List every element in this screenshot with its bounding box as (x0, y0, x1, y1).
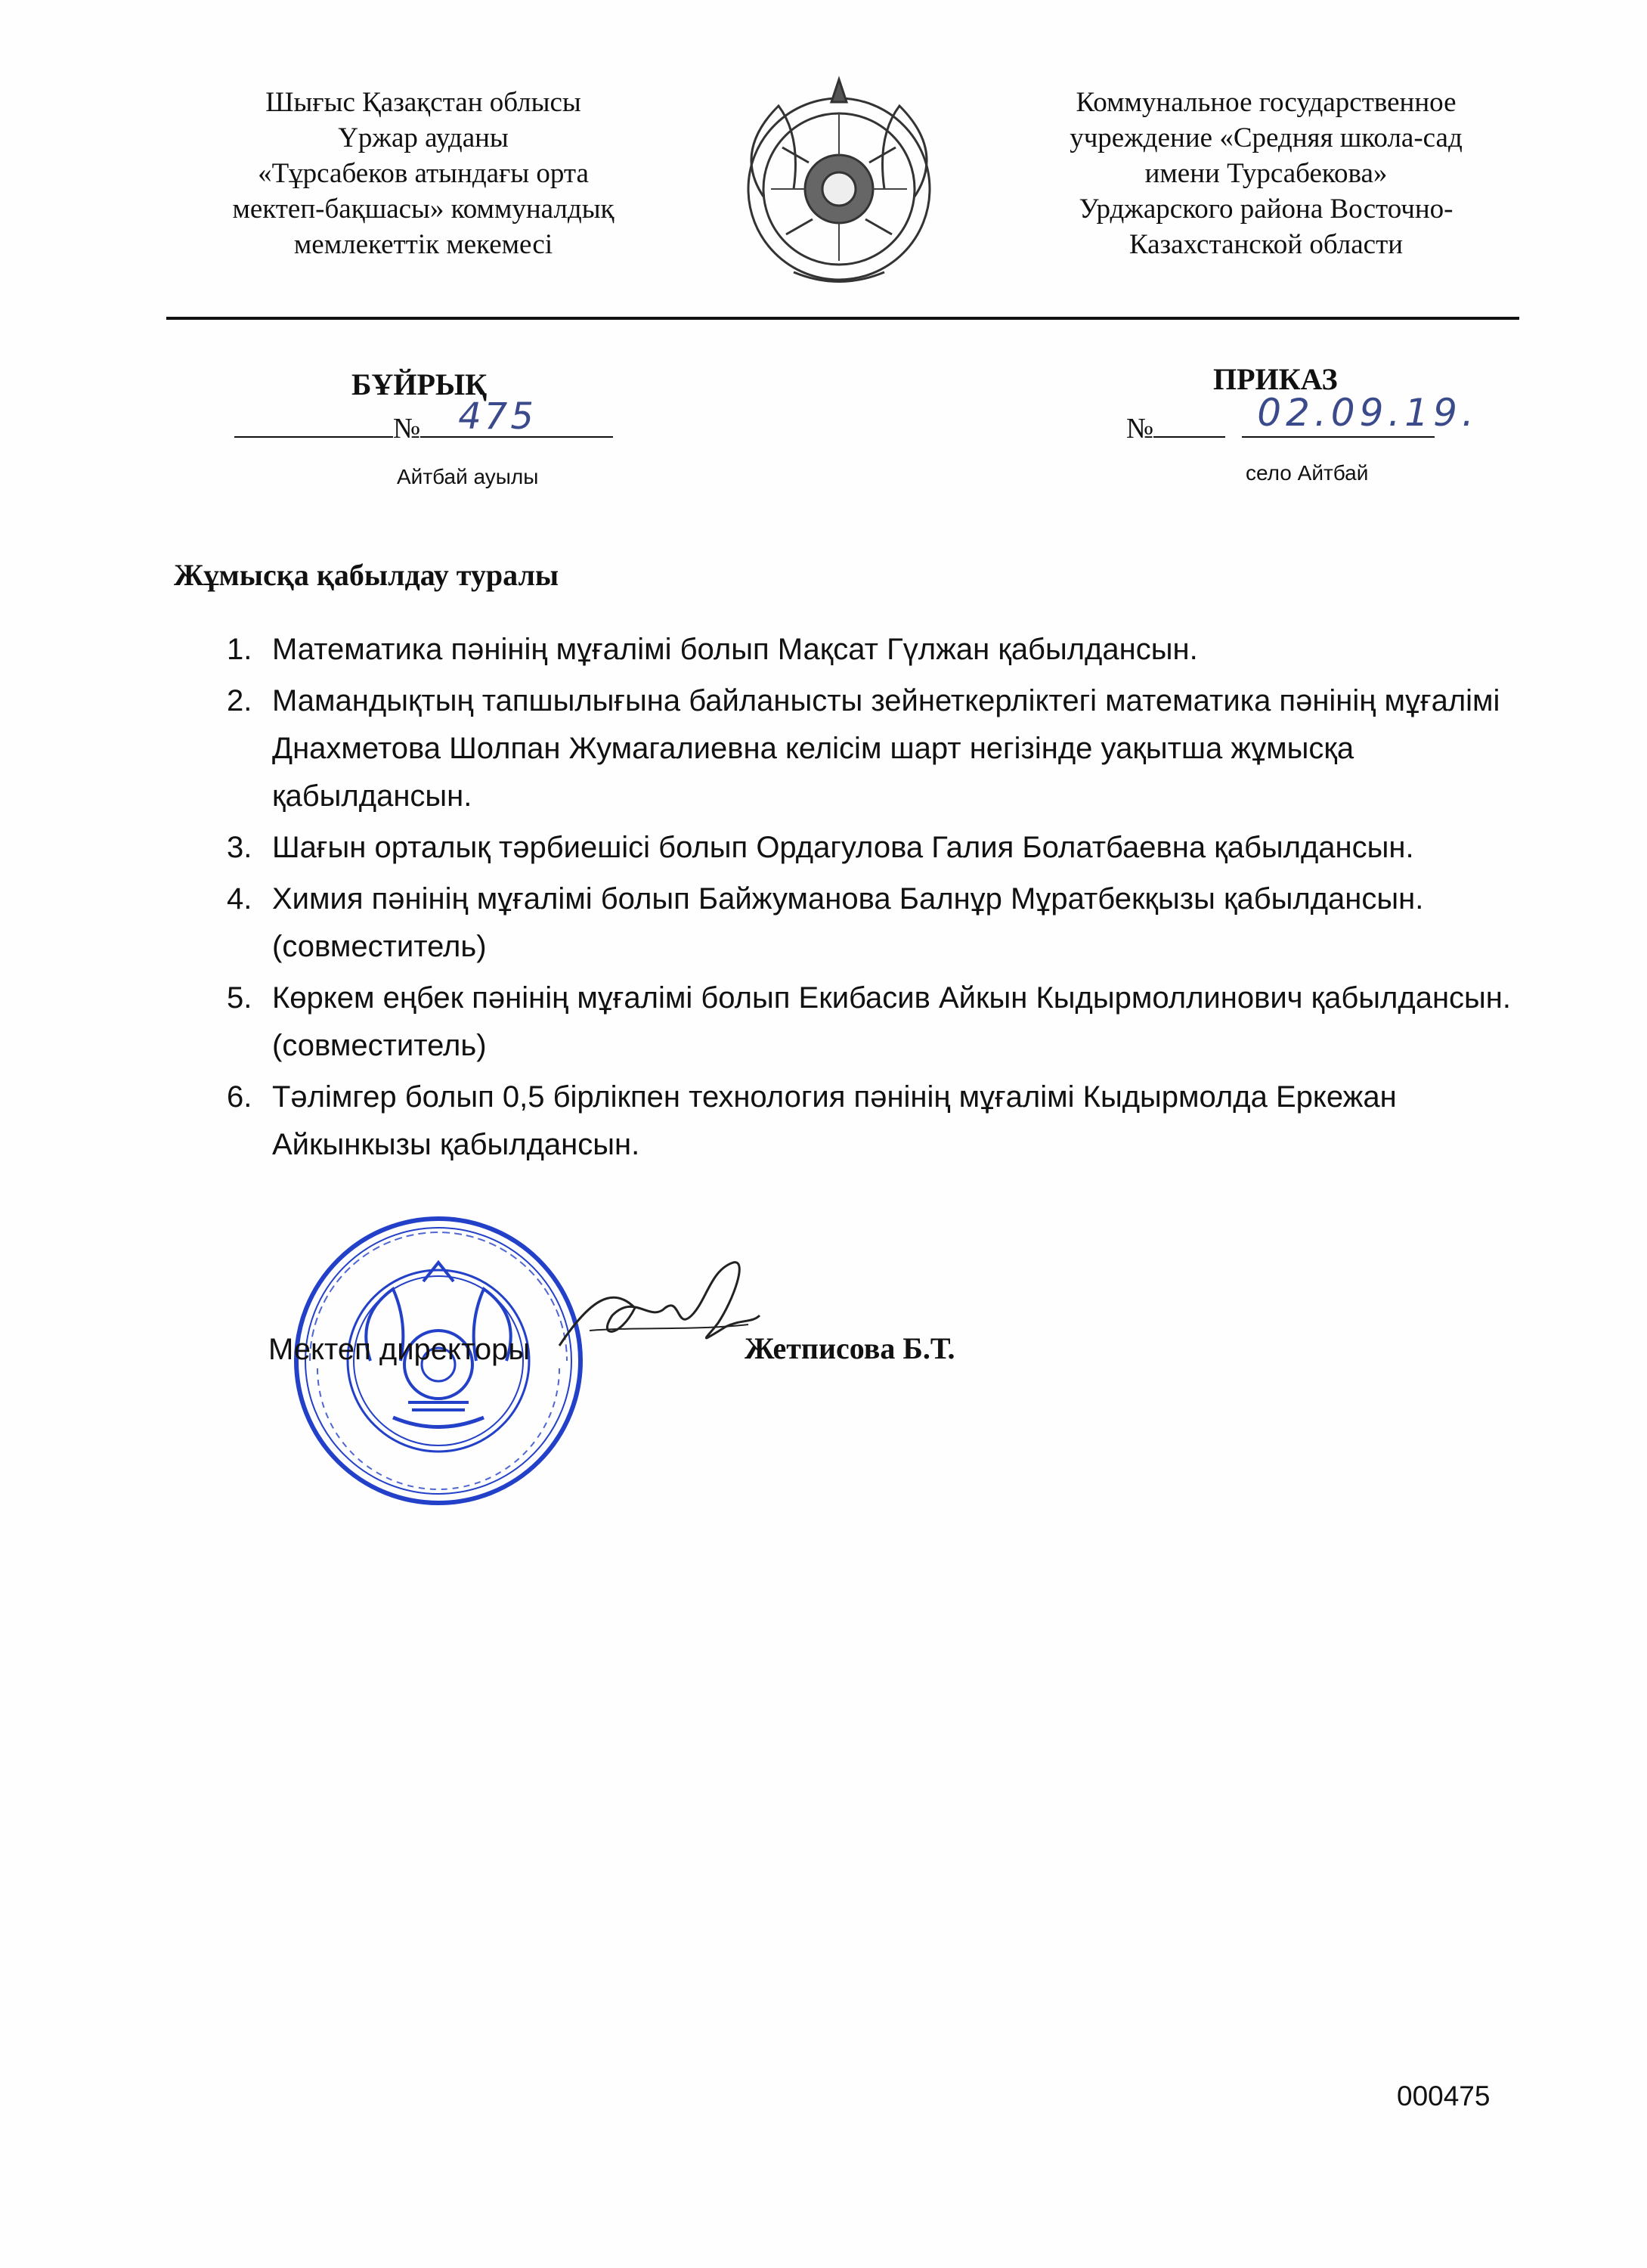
list-item (227, 677, 1527, 820)
header-ru-line: имени Турсабекова» (1144, 158, 1388, 189)
number-sign: № (1126, 413, 1154, 445)
handwritten-date: 02.09.19. (1257, 391, 1478, 435)
list-item (227, 824, 1527, 872)
blank-line (420, 395, 613, 438)
item-text: Шағын орталық тәрбиешісі болып Ордагулова Галия Болатбаевна қабылдансын. (272, 831, 1414, 864)
signature-role: Мектеп директоры (268, 1333, 531, 1366)
item-number: 5. (227, 981, 252, 1015)
place-kz: Айтбай ауылы (397, 465, 539, 488)
header-kz-line: Үржар ауданы (338, 122, 509, 153)
place-ru: село Айтбай (1246, 461, 1369, 485)
signature-icon (544, 1255, 763, 1376)
list-item (227, 1074, 1527, 1169)
item-text: Тәлімгер болып 0,5 бірлікпен технология пәнінің мұғалімі Кыдырмолда Еркежан Айкынкызы қабылдансын. (272, 1080, 1397, 1161)
item-text: Көркем еңбек пәнінің мұғалімі болып Екибасив Айкын Кыдырмоллинович қабылдансын. (совместитель) (272, 981, 1512, 1062)
header-divider (166, 317, 1519, 320)
header-kz-line: мектеп-бақшасы» коммуналдық (232, 194, 615, 225)
header-kz-line: «Тұрсабеков атындағы орта (258, 158, 589, 189)
order-items (227, 626, 1527, 1173)
header-kz-line: Шығыс Қазақстан облысы (265, 87, 581, 118)
header-ru-line: Урджарского района Восточно- (1079, 194, 1454, 225)
blank-line (1153, 412, 1225, 438)
blank-line (234, 412, 393, 438)
blank-line (1242, 391, 1478, 438)
handwritten-number: 475 (458, 395, 537, 438)
director-name: Жетписова Б.Т. (745, 1331, 955, 1365)
header-kz-line: мемлекеттік мекемесі (293, 229, 553, 260)
header-ru-line: учреждение «Средняя школа-сад (1070, 122, 1463, 153)
item-number: 6. (227, 1080, 252, 1114)
header-ru-line: Коммунальное государственное (1076, 87, 1457, 118)
item-number: 1. (227, 633, 252, 666)
list-item (227, 626, 1527, 674)
item-number: 2. (227, 684, 252, 717)
header-kz (155, 85, 692, 262)
item-text: Математика пәнінің мұғалімі болып Мақсат Гүлжан қабылдансын. (272, 633, 1198, 666)
header-ru (983, 85, 1549, 262)
order-number-kz (234, 395, 624, 445)
state-emblem-icon (718, 68, 960, 295)
order-title-kz: БҰЙРЫҚ (351, 367, 488, 401)
item-text: Химия пәнінің мұғалімі болып Байжуманова Балнұр Мұратбекқызы қабылдансын. (совместитель) (272, 882, 1424, 963)
number-sign: № (393, 413, 421, 445)
item-number: 4. (227, 882, 252, 916)
list-item (227, 974, 1527, 1070)
list-item (227, 875, 1527, 971)
order-title-ru: ПРИКАЗ (1213, 362, 1338, 396)
item-number: 3. (227, 831, 252, 864)
order-number-ru (1126, 391, 1478, 445)
order-subject: Жұмысқа қабылдау туралы (174, 558, 559, 592)
document-number: 000475 (1397, 2081, 1491, 2112)
header-ru-line: Казахстанской области (1128, 229, 1404, 260)
item-text: Мамандықтың тапшылығына байланысты зейнеткерліктегі математика пәнінің мұғалімі Днахметова Шолпан Жумагалиевна келісім шарт негізінде уақытша жұмысқа қабылдансын. (272, 684, 1500, 813)
